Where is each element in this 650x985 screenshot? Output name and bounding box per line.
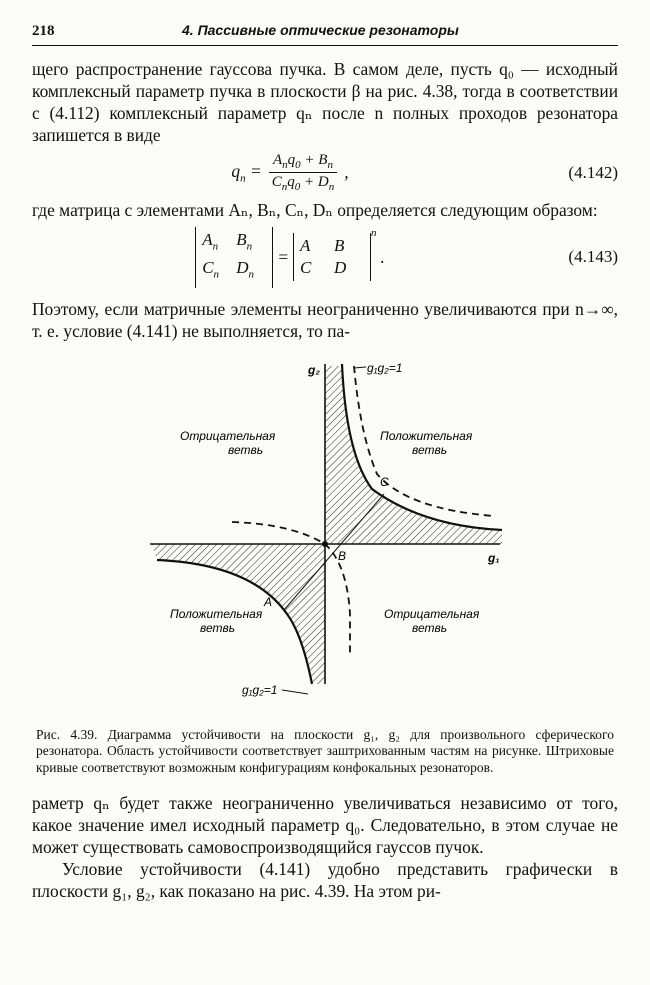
paragraph-5: Условие устойчивости (4.141) удобно представить графически в плоскости g₁, g₂, как показано на рис. 4.39. На этом ри- — [32, 859, 618, 902]
equation-number: (4.142) — [568, 162, 618, 182]
chapter-title: 4. Пассивные оптические резонаторы — [182, 22, 459, 38]
paragraph-1: щего распространение гауссова пучка. В самом деле, пусть q₀ — исходный комплексный параметр пучка в плоскости β на рис. 4.38, тогда в соответствии с (4.112) комплексный параметр qₙ после n полных проходов резонатора запишется в виде — [32, 59, 618, 145]
figure-caption: Рис. 4.39. Диаграмма устойчивости на плоскости g₁, g₂ для произвольного сферического резонатора. Область устойчивости соответствует заштрихованным частям на рисунке. Штриховые кривые соответствуют возможным конфигурациям конфокальных резонаторов. — [36, 726, 614, 775]
region-label: ветвь — [412, 442, 448, 457]
running-head — [32, 22, 618, 46]
book-page — [32, 22, 618, 902]
origin-point — [322, 541, 328, 547]
figure-4-39 — [32, 354, 618, 777]
axis-g2-label: g₂ — [308, 362, 320, 377]
equation-number: (4.143) — [568, 247, 618, 267]
region-label: Отрицательная — [180, 428, 276, 443]
curve-top-label: g₁g₂=1 — [367, 360, 403, 375]
region-label: Положительная — [380, 428, 473, 443]
equation-4-143 — [32, 227, 618, 288]
equation-body: $q_n$ = $\frac{A_nq_0 + B_n}{C_nq_0 + D_n}$ , — [231, 152, 349, 193]
paragraph-3: Поэтому, если матричные элементы неограниченно увеличиваются при n→∞, т. е. условие (4.141) не выполняется, то па- — [32, 298, 618, 341]
region-label: Положительная — [170, 606, 263, 621]
equation-4-142 — [32, 152, 618, 193]
point-c-label: C — [380, 474, 389, 489]
point-b-label: B — [338, 548, 347, 563]
paragraph-4: раметр qₙ будет также неограниченно увеличиваться независимо от того, какое значение имел исходный параметр q₀. Следовательно, в этом случае не может существовать самовоспроизводящийся гауссов пучок. — [32, 793, 618, 858]
region-label: ветвь — [412, 620, 448, 635]
equation-body: $A_n$ $B_n$ $C_n$ $D_n$ = A B C D $^n$ . — [32, 227, 548, 288]
page-number: 218 — [32, 23, 55, 39]
point-a-label: A — [264, 594, 273, 609]
paragraph-2: где матрица с элементами Aₙ, Bₙ, Cₙ, Dₙ определяется следующим образом: — [32, 200, 598, 220]
stability-diagram — [32, 354, 618, 716]
axis-g1-label: g₁ — [488, 550, 500, 565]
curve-bottom-label: g₁g₂=1 — [242, 682, 278, 697]
region-label: Отрицательная — [384, 606, 480, 621]
region-label: ветвь — [200, 620, 236, 635]
region-label: ветвь — [228, 442, 264, 457]
